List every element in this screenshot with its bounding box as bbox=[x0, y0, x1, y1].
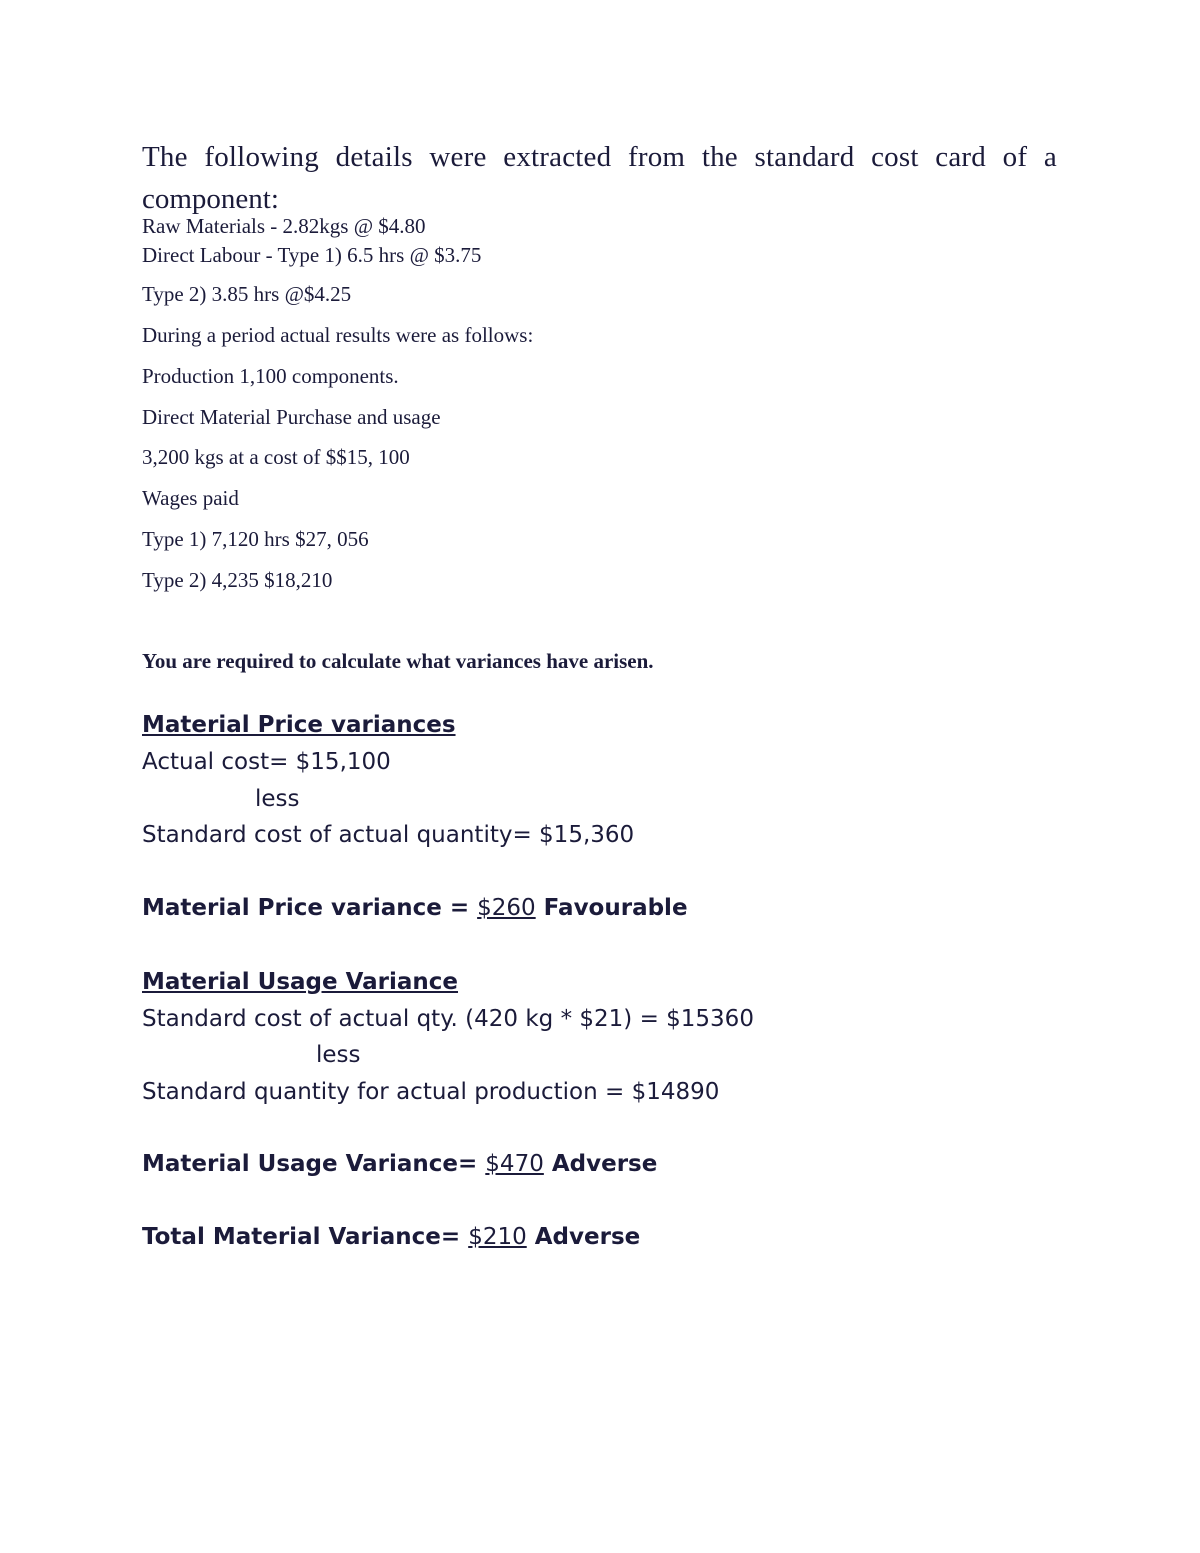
production-line: Production 1,100 components. bbox=[142, 364, 399, 388]
usage-variance-label: Material Usage Variance= bbox=[142, 1151, 486, 1177]
type2-rate-line: Type 2) 3.85 hrs @$4.25 bbox=[142, 282, 352, 306]
usage-variance-amount: $470 bbox=[485, 1151, 544, 1177]
wages-type2-line: Type 2) 4,235 $18,210 bbox=[142, 568, 333, 592]
usage-variance-result bbox=[142, 1151, 657, 1177]
total-variance-label: Total Material Variance= bbox=[142, 1224, 469, 1250]
usage-variance-heading: Material Usage Variance bbox=[142, 969, 459, 995]
price-variance-label: Material Price variance = bbox=[142, 895, 478, 921]
total-variance-amount: $210 bbox=[468, 1224, 527, 1250]
standard-cost-actual-qty-line: Standard cost of actual qty. (420 kg * $21) = $15360 bbox=[142, 1006, 754, 1032]
price-variance-direction: Favourable bbox=[535, 895, 688, 921]
usage-variance-direction: Adverse bbox=[543, 1151, 658, 1177]
period-intro-line: During a period actual results were as follows: bbox=[142, 323, 534, 347]
price-less-line: less bbox=[255, 786, 300, 812]
wages-paid-line: Wages paid bbox=[142, 486, 239, 510]
total-variance-direction: Adverse bbox=[526, 1224, 641, 1250]
standard-quantity-line: Standard quantity for actual production = $14890 bbox=[142, 1079, 720, 1105]
price-variance-heading: Material Price variances bbox=[142, 712, 456, 738]
standard-cost-line: Standard cost of actual quantity= $15,360 bbox=[142, 822, 635, 848]
material-purchase-line: Direct Material Purchase and usage bbox=[142, 405, 441, 429]
wages-type1-line: Type 1) 7,120 hrs $27, 056 bbox=[142, 527, 369, 551]
intro-line-1: The following details were extracted from the standard cost card of a bbox=[142, 141, 1057, 173]
requirement-line: You are required to calculate what variances have arisen. bbox=[142, 649, 654, 673]
raw-materials-line: Raw Materials - 2.82kgs @ $4.80 bbox=[142, 214, 426, 238]
actual-cost-line: Actual cost= $15,100 bbox=[142, 749, 391, 775]
intro-line-2: component: bbox=[142, 183, 279, 215]
direct-labour-line: Direct Labour - Type 1) 6.5 hrs @ $3.75 bbox=[142, 243, 482, 267]
price-variance-amount: $260 bbox=[477, 895, 536, 921]
material-cost-line: 3,200 kgs at a cost of $$15, 100 bbox=[142, 445, 410, 469]
usage-less-line: less bbox=[316, 1042, 361, 1068]
total-variance-result bbox=[142, 1224, 640, 1250]
price-variance-result bbox=[142, 895, 688, 921]
